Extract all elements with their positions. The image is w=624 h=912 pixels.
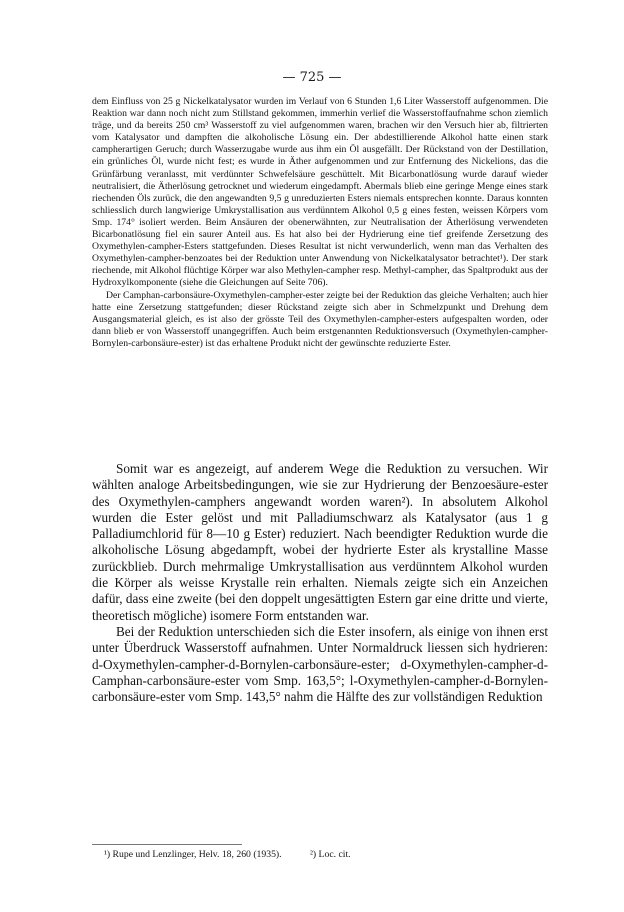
footnote-1: ¹) Rupe und Lenzlinger, Helv. 18, 260 (1935). xyxy=(104,849,282,860)
paragraph: Somit war es angezeigt, auf anderem Wege die Reduktion zu versuchen. Wir wählten analoge Arbeitsbedingungen, wie sie zur Hydrierung der Benzoesäure-ester des Oxymethylen-camphers angewandt worden waren²). In absolutem Alkohol wurden die Ester gelöst und mit Palladiumschwarz als Katalysator (aus 1 g Palladiumchlorid für 8—10 g Ester) reduziert. Nach beendigter Reduktion wurde die alkoholische Lösung abgedampft, wobei der hydrierte Ester als krystalline Masse zurückblieb. Durch mehrmalige Umkrystallisation aus verdünntem Alkohol wurden die Körper als weisse Krystalle rein erhalten. Niemals zeigte sich ein Anzeichen dafür, dass eine zweite (bei den doppelt ungesättigten Estern gar eine dritte und vierte, theoretisch mögliche) isomere Form entstanden war. xyxy=(92,461,548,623)
paragraph: Der Camphan-carbonsäure-Oxymethylen-campher-ester zeigte bei der Reduktion das gleiche Verhalten; auch hier hatte eine Zersetzung stattgefunden; dieser Rückstand zeigte sich aber in Schmelzpunkt und Drehung dem Ausgangsmaterial gleich, es ist also der grösste Teil des Oxymethylen-campher-esters aufgespalten worden, oder dann blieb er von Wasserstoff unangegriffen. Auch beim erstgenannten Reduktionsversuch (Oxymethylen-campher-Bornylen-carbonsäure-ester) ist das erhaltene Produkt nicht der gewünschte reduzierte Ester. xyxy=(92,289,548,349)
small-print-section xyxy=(92,96,548,350)
footnote-2: ²) Loc. cit. xyxy=(310,849,351,860)
footnotes xyxy=(92,849,548,861)
footnote-rule xyxy=(92,844,242,845)
page-number: — 725 — xyxy=(282,70,342,85)
main-text-section xyxy=(92,461,548,705)
paragraph: dem Einfluss von 25 g Nickelkatalysator wurden im Verlauf von 6 Stunden 1,6 Liter Wasserstoff aufgenommen. Die Reaktion war dann noch nicht zum Stillstand gekommen, immerhin verlief die Wasserstoffaufnahme schon ziemlich träge, und da bereits 250 cm³ Wasserstoff zu viel aufgenommen waren, brachen wir den Versuch hier ab, filtrierten vom Katalysator und dampften die alkoholische Lösung ein. Der abdestillierende Alkohol hatte einen stark campherartigen Geruch; durch Wasserzugabe wurde aus ihm ein Öl ausgefällt. Der Rückstand von der Destillation, ein grünliches Öl, wurde nicht fest; es wurde in Äther aufgenommen und zur Entfernung des Nickelions, das die Grünfärbung veranlasst, mit verdünnter Schwefelsäure geschüttelt. Mit Bicarbonatlösung wurde darauf wieder neutralisiert, die Ätherlösung getrocknet und wiederum eingedampft. Abermals blieb eine geringe Menge eines stark riechenden Öls zurück, die den angewandten 9,5 g unreduzierten Esters niemals entsprechen konnte. Daraus konnten schliesslich durch langwierige Umkrystallisation aus verdünntem Alkohol 0,5 g eines festen, weissen Körpers vom Smp. 174° isoliert werden. Beim Ansäuren der obenerwähnten, zur Neutralisation der Ätherlösung verwendeten Bicarbonatlösung fiel ein saurer Anteil aus. Es hat also bei der Hydrierung eine tief greifende Zersetzung des Oxymethylen-campher-Esters stattgefunden. Dieses Resultat ist nicht verwunderlich, wenn man das Verhalten des Oxymethylen-campher-benzoates bei der Reduktion unter Anwendung von Nickelkatalysator betrachtet¹). Der stark riechende, mit Alkohol flüchtige Körper war also Methylen-campher resp. Methyl-campher, das Spaltprodukt aus der Hydroxylkomponente (siehe die Gleichungen auf Seite 706). xyxy=(92,96,548,289)
paragraph: Bei der Reduktion unterschieden sich die Ester insofern, als einige von ihnen erst unter Überdruck Wasserstoff aufnahmen. Unter Normaldruck liessen sich hydrieren: d-Oxymethylen-campher-d-Bornylen-carbonsäure-ester; d-Oxymethylen-campher-d-Camphan-carbonsäure-ester vom Smp. 163,5°; l-Oxymethylen-campher-d-Bornylen-carbonsäure-ester vom Smp. 143,5° nahm die Hälfte des zur vollständigen Reduktion xyxy=(92,623,548,705)
